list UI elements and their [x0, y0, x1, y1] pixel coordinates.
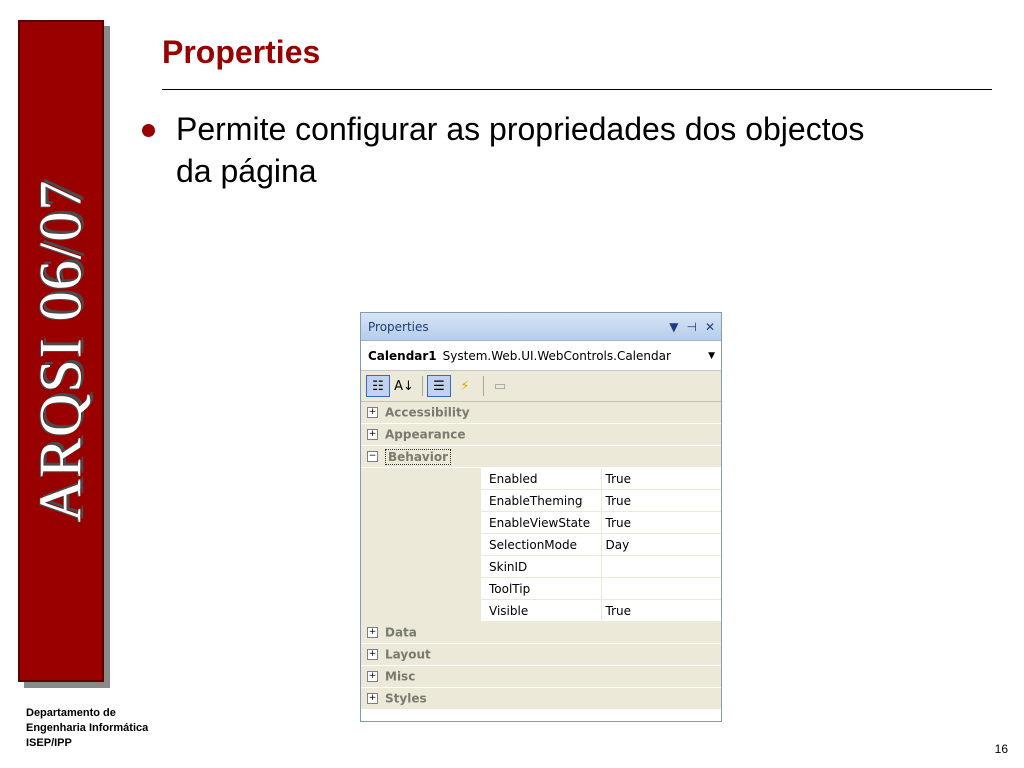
- categorized-icon[interactable]: ☷: [366, 375, 390, 397]
- footer-institution: [26, 706, 148, 751]
- object-name: Calendar1: [368, 348, 437, 363]
- property-name: EnableTheming: [481, 490, 601, 512]
- properties-window: [360, 312, 722, 722]
- page-number: 16: [994, 742, 1008, 756]
- property-value[interactable]: True: [601, 512, 721, 534]
- property-value[interactable]: True: [601, 468, 721, 490]
- expand-icon[interactable]: +: [368, 649, 377, 660]
- property-name: Visible: [481, 600, 601, 622]
- properties-titlebar: [361, 313, 721, 341]
- property-grid: [361, 402, 721, 710]
- category-label: Data: [385, 625, 417, 640]
- property-row-skinid[interactable]: [361, 556, 721, 578]
- expand-icon[interactable]: +: [368, 407, 377, 418]
- title-divider: [162, 89, 992, 90]
- property-row-enabletheming[interactable]: [361, 490, 721, 512]
- expand-icon[interactable]: +: [368, 693, 377, 704]
- footer-line: ISEP/IPP: [26, 737, 72, 749]
- category-label: Styles: [385, 691, 427, 706]
- property-value[interactable]: True: [601, 490, 721, 512]
- bullet-text: Permite configurar as propriedades dos objectos da página: [176, 111, 865, 189]
- collapse-icon[interactable]: −: [368, 451, 377, 462]
- properties-toolbar: [361, 371, 721, 402]
- properties-title: Properties: [368, 319, 429, 334]
- property-row-enabled[interactable]: [361, 468, 721, 490]
- category-row-misc[interactable]: [361, 666, 721, 688]
- bullet-item: [138, 108, 898, 192]
- toolbar-separator: [483, 376, 484, 396]
- footer-line: Departamento de: [26, 707, 116, 719]
- category-row-accessibility[interactable]: [361, 402, 721, 424]
- category-label: Misc: [385, 669, 416, 684]
- property-value[interactable]: True: [601, 600, 721, 622]
- category-label: Layout: [385, 647, 431, 662]
- close-icon[interactable]: ✕: [704, 319, 715, 334]
- category-row-appearance[interactable]: [361, 424, 721, 446]
- expand-icon[interactable]: +: [368, 627, 377, 638]
- chevron-down-icon[interactable]: ▼: [708, 350, 715, 361]
- pin-icon[interactable]: ⊣: [686, 319, 697, 334]
- property-name: EnableViewState: [481, 512, 601, 534]
- property-name: SkinID: [481, 556, 601, 578]
- property-row-tooltip[interactable]: [361, 578, 721, 600]
- property-row-enableviewstate[interactable]: [361, 512, 721, 534]
- alphabetical-icon[interactable]: A↓: [394, 378, 414, 394]
- property-name: Enabled: [481, 468, 601, 490]
- bullet-icon: [142, 124, 155, 137]
- expand-icon[interactable]: +: [368, 671, 377, 682]
- category-row-layout[interactable]: [361, 644, 721, 666]
- category-row-behavior[interactable]: [361, 446, 721, 468]
- category-label: Accessibility: [385, 405, 470, 420]
- slide-title: Properties: [162, 34, 321, 70]
- property-name: SelectionMode: [481, 534, 601, 556]
- property-row-selectionmode[interactable]: [361, 534, 721, 556]
- property-row-visible[interactable]: [361, 600, 721, 622]
- properties-icon[interactable]: ☰: [427, 375, 451, 397]
- banner-text: ARQSI 06/07: [27, 179, 94, 523]
- events-icon[interactable]: ⚡: [460, 378, 470, 394]
- footer-line: Engenharia Informática: [26, 722, 149, 734]
- category-row-styles[interactable]: [361, 688, 721, 710]
- object-type: System.Web.UI.WebControls.Calendar: [442, 348, 671, 363]
- side-banner: [18, 20, 104, 682]
- category-row-data[interactable]: [361, 622, 721, 644]
- property-name: ToolTip: [481, 578, 601, 600]
- property-value[interactable]: Day: [601, 534, 721, 556]
- property-pages-icon[interactable]: ▭: [493, 378, 507, 394]
- expand-icon[interactable]: +: [368, 429, 377, 440]
- object-selector[interactable]: [361, 341, 721, 371]
- category-label: Behavior: [385, 449, 451, 465]
- category-label: Appearance: [385, 427, 466, 442]
- dropdown-icon[interactable]: ▼: [669, 319, 679, 334]
- toolbar-separator: [422, 376, 423, 396]
- property-value[interactable]: [601, 578, 721, 600]
- property-value[interactable]: [601, 556, 721, 578]
